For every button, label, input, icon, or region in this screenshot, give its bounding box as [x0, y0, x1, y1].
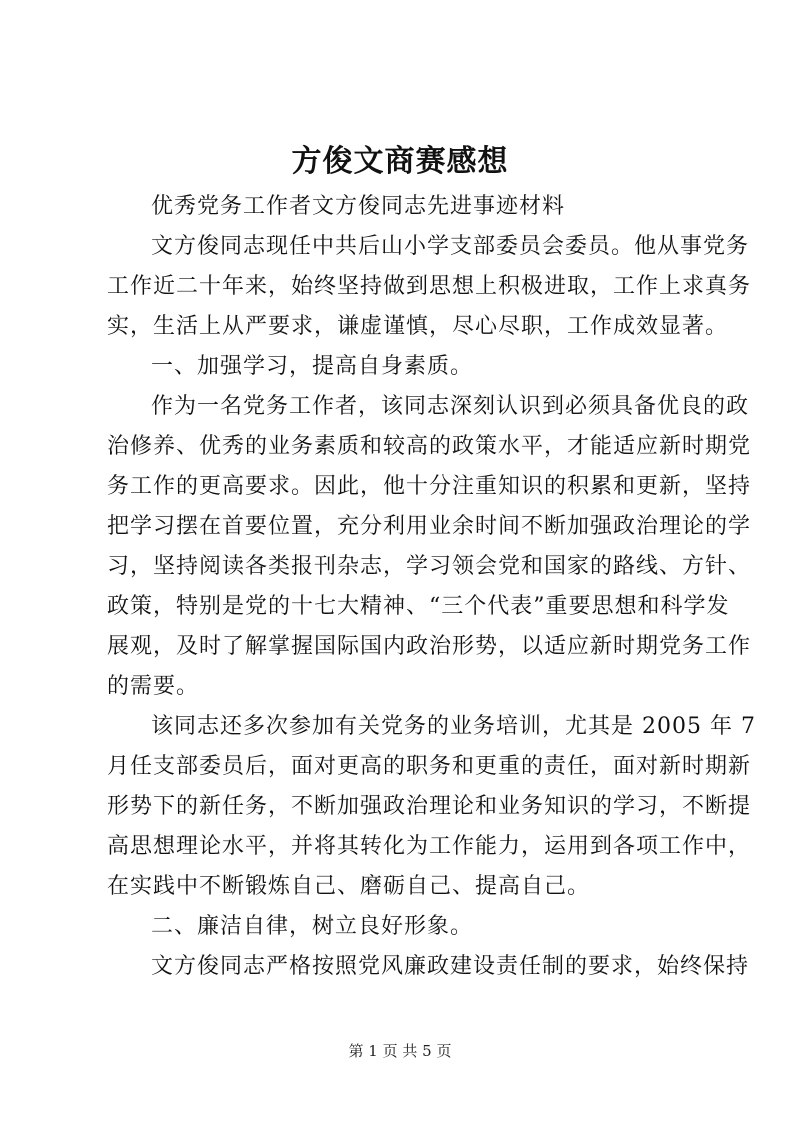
body-line: 二、廉洁自律，树立良好形象。: [151, 914, 474, 939]
body-line: 治修养、优秀的业务素质和较高的政策水平，才能适应新时期党: [107, 434, 752, 459]
body-line: 展观，及时了解掌握国际国内政治形势，以适应新时期党务工作: [107, 634, 752, 659]
body-line: 文方俊同志严格按照党风廉政建设责任制的要求，始终保持: [151, 954, 750, 979]
body-line: 把学习摆在首要位置，充分利用业余时间不断加强政治理论的学: [107, 514, 752, 539]
body-line: 文方俊同志现任中共后山小学支部委员会委员。他从事党务: [151, 234, 750, 259]
body-line: 实，生活上从严要求，谦虚谨慎，尽心尽职，工作成效显著。: [107, 314, 729, 339]
body-line: 务工作的更高要求。因此，他十分注重知识的积累和更新，坚持: [107, 474, 752, 499]
body-line: 该同志还多次参加有关党务的业务培训，尤其是 2005 年 7: [151, 714, 756, 739]
body-line: 形势下的新任务，不断加强政治理论和业务知识的学习，不断提: [107, 794, 752, 819]
body-line: 优秀党务工作者文方俊同志先进事迹材料: [151, 194, 566, 219]
body-line: 一、加强学习，提高自身素质。: [151, 354, 474, 379]
body-line: 在实践中不断锻炼自己、磨砺自己、提高自己。: [107, 874, 591, 899]
body-line: 作为一名党务工作者，该同志深刻认识到必须具备优良的政: [151, 394, 750, 419]
body-line: 高思想理论水平，并将其转化为工作能力，运用到各项工作中，: [107, 834, 752, 859]
document-title: 方俊文商赛感想: [291, 144, 509, 179]
body-line: 习，坚持阅读各类报刊杂志，学习领会党和国家的路线、方针、: [107, 554, 752, 579]
page-footer: 第 1 页 共 5 页: [348, 1042, 452, 1060]
body-line: 的需要。: [107, 674, 200, 699]
body-line: 工作近二十年来，始终坚持做到思想上积极进取，工作上求真务: [107, 274, 752, 299]
body-line: 月任支部委员后，面对更高的职务和更重的责任，面对新时期新: [107, 754, 752, 779]
document-body: [107, 187, 756, 987]
body-line: 政策，特别是党的十七大精神、“三个代表”重要思想和科学发: [107, 594, 730, 619]
